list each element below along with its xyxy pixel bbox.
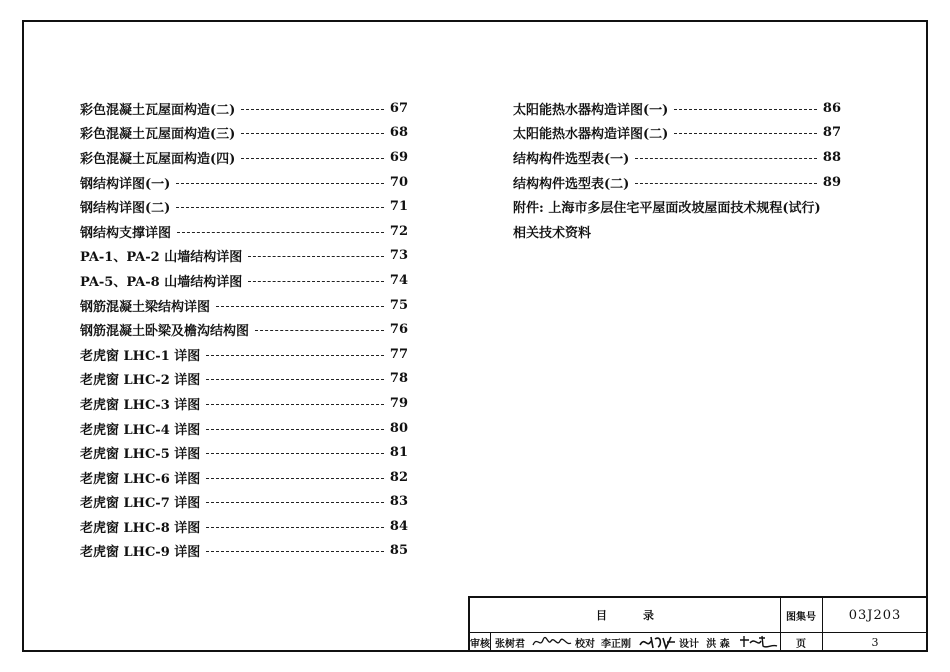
toc-leader xyxy=(176,207,384,208)
toc-entry xyxy=(80,121,408,146)
atlas-number: 03J203 xyxy=(848,607,902,623)
designer-name: 洪 森 xyxy=(706,638,730,650)
toc-entry-page: 67 xyxy=(389,100,408,116)
toc-entry xyxy=(80,219,408,244)
page-label: 页 xyxy=(796,638,806,650)
toc-entry xyxy=(80,539,408,564)
toc-entry-title: 结构构件选型表(二) xyxy=(513,176,630,192)
design-label: 设计 xyxy=(679,638,699,650)
toc-entry-title: 钢筋混凝土卧梁及檐沟结构图 xyxy=(80,324,250,340)
toc-leader xyxy=(674,109,817,110)
designer-signature xyxy=(736,632,780,652)
toc-entry-title: 钢结构详图(二) xyxy=(80,201,171,217)
toc-entry xyxy=(80,416,408,441)
toc-leader xyxy=(248,281,384,282)
toc-leader xyxy=(241,158,384,159)
toc-entry xyxy=(513,170,841,195)
toc-entry-page: 85 xyxy=(389,543,408,559)
toc-entry-title: 老虎窗 LHC-7 详图 xyxy=(80,496,201,512)
toc-entry xyxy=(80,293,408,318)
toc-leader xyxy=(216,306,384,307)
toc-entry-page: 73 xyxy=(389,248,408,264)
check-label: 校对 xyxy=(575,638,595,650)
toc-entry-page: 88 xyxy=(822,149,841,165)
toc-leader xyxy=(206,429,384,430)
toc-entry-title: 彩色混凝土瓦屋面构造(二) xyxy=(80,102,236,118)
toc-entry-page: 82 xyxy=(389,469,408,485)
toc-entry-title: 老虎窗 LHC-5 详图 xyxy=(80,447,201,463)
toc-entry xyxy=(80,268,408,293)
toc-entry xyxy=(80,514,408,539)
toc-leader xyxy=(674,133,817,134)
toc-leader xyxy=(248,256,384,257)
toc-leader xyxy=(206,551,384,552)
checker-name: 李正刚 xyxy=(601,638,631,650)
toc-entry-title: 结构构件选型表(一) xyxy=(513,151,630,167)
toc-entry xyxy=(80,244,408,269)
toc-leader xyxy=(241,109,384,110)
appendix-line: 相关技术资料 xyxy=(513,225,592,241)
toc-entry xyxy=(513,121,841,146)
toc-entry-page: 76 xyxy=(389,322,408,338)
toc-entry xyxy=(80,145,408,170)
toc-leader xyxy=(206,527,384,528)
toc-leader xyxy=(206,404,384,405)
toc-entry-page: 75 xyxy=(389,297,408,313)
toc-leader xyxy=(206,502,384,503)
toc-entry-page: 69 xyxy=(389,149,408,165)
toc-entry xyxy=(513,145,841,170)
toc-leader xyxy=(635,158,817,159)
toc-entry xyxy=(80,465,408,490)
toc-leader xyxy=(206,478,384,479)
toc-leader xyxy=(206,355,384,356)
toc-entry xyxy=(80,96,408,121)
toc-entry-page: 78 xyxy=(389,371,408,387)
toc-entry-page: 89 xyxy=(822,174,841,190)
toc-entry-title: 老虎窗 LHC-1 详图 xyxy=(80,348,201,364)
toc-right-column xyxy=(513,96,863,244)
toc-entry xyxy=(80,317,408,342)
toc-entry xyxy=(80,342,408,367)
toc-entry xyxy=(80,367,408,392)
toc-entry xyxy=(80,170,408,195)
toc-entry-page: 81 xyxy=(389,445,408,461)
toc-entry-page: 70 xyxy=(389,174,408,190)
toc-entry xyxy=(80,391,408,416)
toc-entry-page: 83 xyxy=(389,494,408,510)
review-label: 审核 xyxy=(470,638,490,650)
toc-entry xyxy=(80,490,408,515)
toc-entry-title: 太阳能热水器构造详图(一) xyxy=(513,102,669,118)
toc-entry-page: 87 xyxy=(822,125,841,141)
toc-leader xyxy=(635,183,817,184)
toc-leader xyxy=(255,330,384,331)
toc-leader xyxy=(241,133,384,134)
toc-entry xyxy=(80,194,408,219)
toc-entry-title: 太阳能热水器构造详图(二) xyxy=(513,127,669,143)
toc-entry-title: 老虎窗 LHC-6 详图 xyxy=(80,471,201,487)
toc-entry xyxy=(80,440,408,465)
toc-entry-title: 老虎窗 LHC-2 详图 xyxy=(80,373,201,389)
toc-entry-title: 老虎窗 LHC-9 详图 xyxy=(80,545,201,561)
checker-signature xyxy=(636,632,678,652)
reviewer-signature xyxy=(530,632,574,652)
toc-entry-page: 74 xyxy=(389,272,408,288)
toc-entry-title: PA-1、PA-2 山墙结构详图 xyxy=(80,250,243,266)
reviewer-name: 张树君 xyxy=(495,638,525,650)
toc-entry-title: 老虎窗 LHC-8 详图 xyxy=(80,520,201,536)
toc-entry-page: 84 xyxy=(389,518,408,534)
toc-entry-page: 71 xyxy=(389,199,408,215)
title-block xyxy=(468,596,928,652)
toc-entry-page: 72 xyxy=(389,223,408,239)
page-number: 3 xyxy=(871,635,879,649)
drawing-title: 目录 xyxy=(596,609,690,622)
toc-entry-title: 彩色混凝土瓦屋面构造(四) xyxy=(80,151,236,167)
toc-entry-page: 68 xyxy=(389,125,408,141)
toc-entry-title: 钢结构支撑详图 xyxy=(80,225,172,241)
toc-leader xyxy=(176,183,384,184)
appendix-line: 附件: 上海市多层住宅平屋面改坡屋面技术规程(试行) xyxy=(513,201,821,217)
toc-leader xyxy=(206,379,384,380)
toc-left-column xyxy=(80,96,408,563)
atlas-number-label: 图集号 xyxy=(786,611,816,623)
toc-leader xyxy=(206,453,384,454)
toc-entry-title: 老虎窗 LHC-3 详图 xyxy=(80,397,201,413)
toc-entry-title: PA-5、PA-8 山墙结构详图 xyxy=(80,274,243,290)
toc-entry-page: 80 xyxy=(389,420,408,436)
toc-entry-page: 86 xyxy=(822,100,841,116)
toc-entry xyxy=(513,96,841,121)
toc-leader xyxy=(177,232,384,233)
toc-entry-title: 老虎窗 LHC-4 详图 xyxy=(80,422,201,438)
toc-entry-title: 钢结构详图(一) xyxy=(80,176,171,192)
toc-entry-page: 77 xyxy=(389,346,408,362)
toc-entry-title: 钢筋混凝土梁结构详图 xyxy=(80,299,211,315)
toc-entry-title: 彩色混凝土瓦屋面构造(三) xyxy=(80,127,236,143)
toc-entry-page: 79 xyxy=(389,395,408,411)
